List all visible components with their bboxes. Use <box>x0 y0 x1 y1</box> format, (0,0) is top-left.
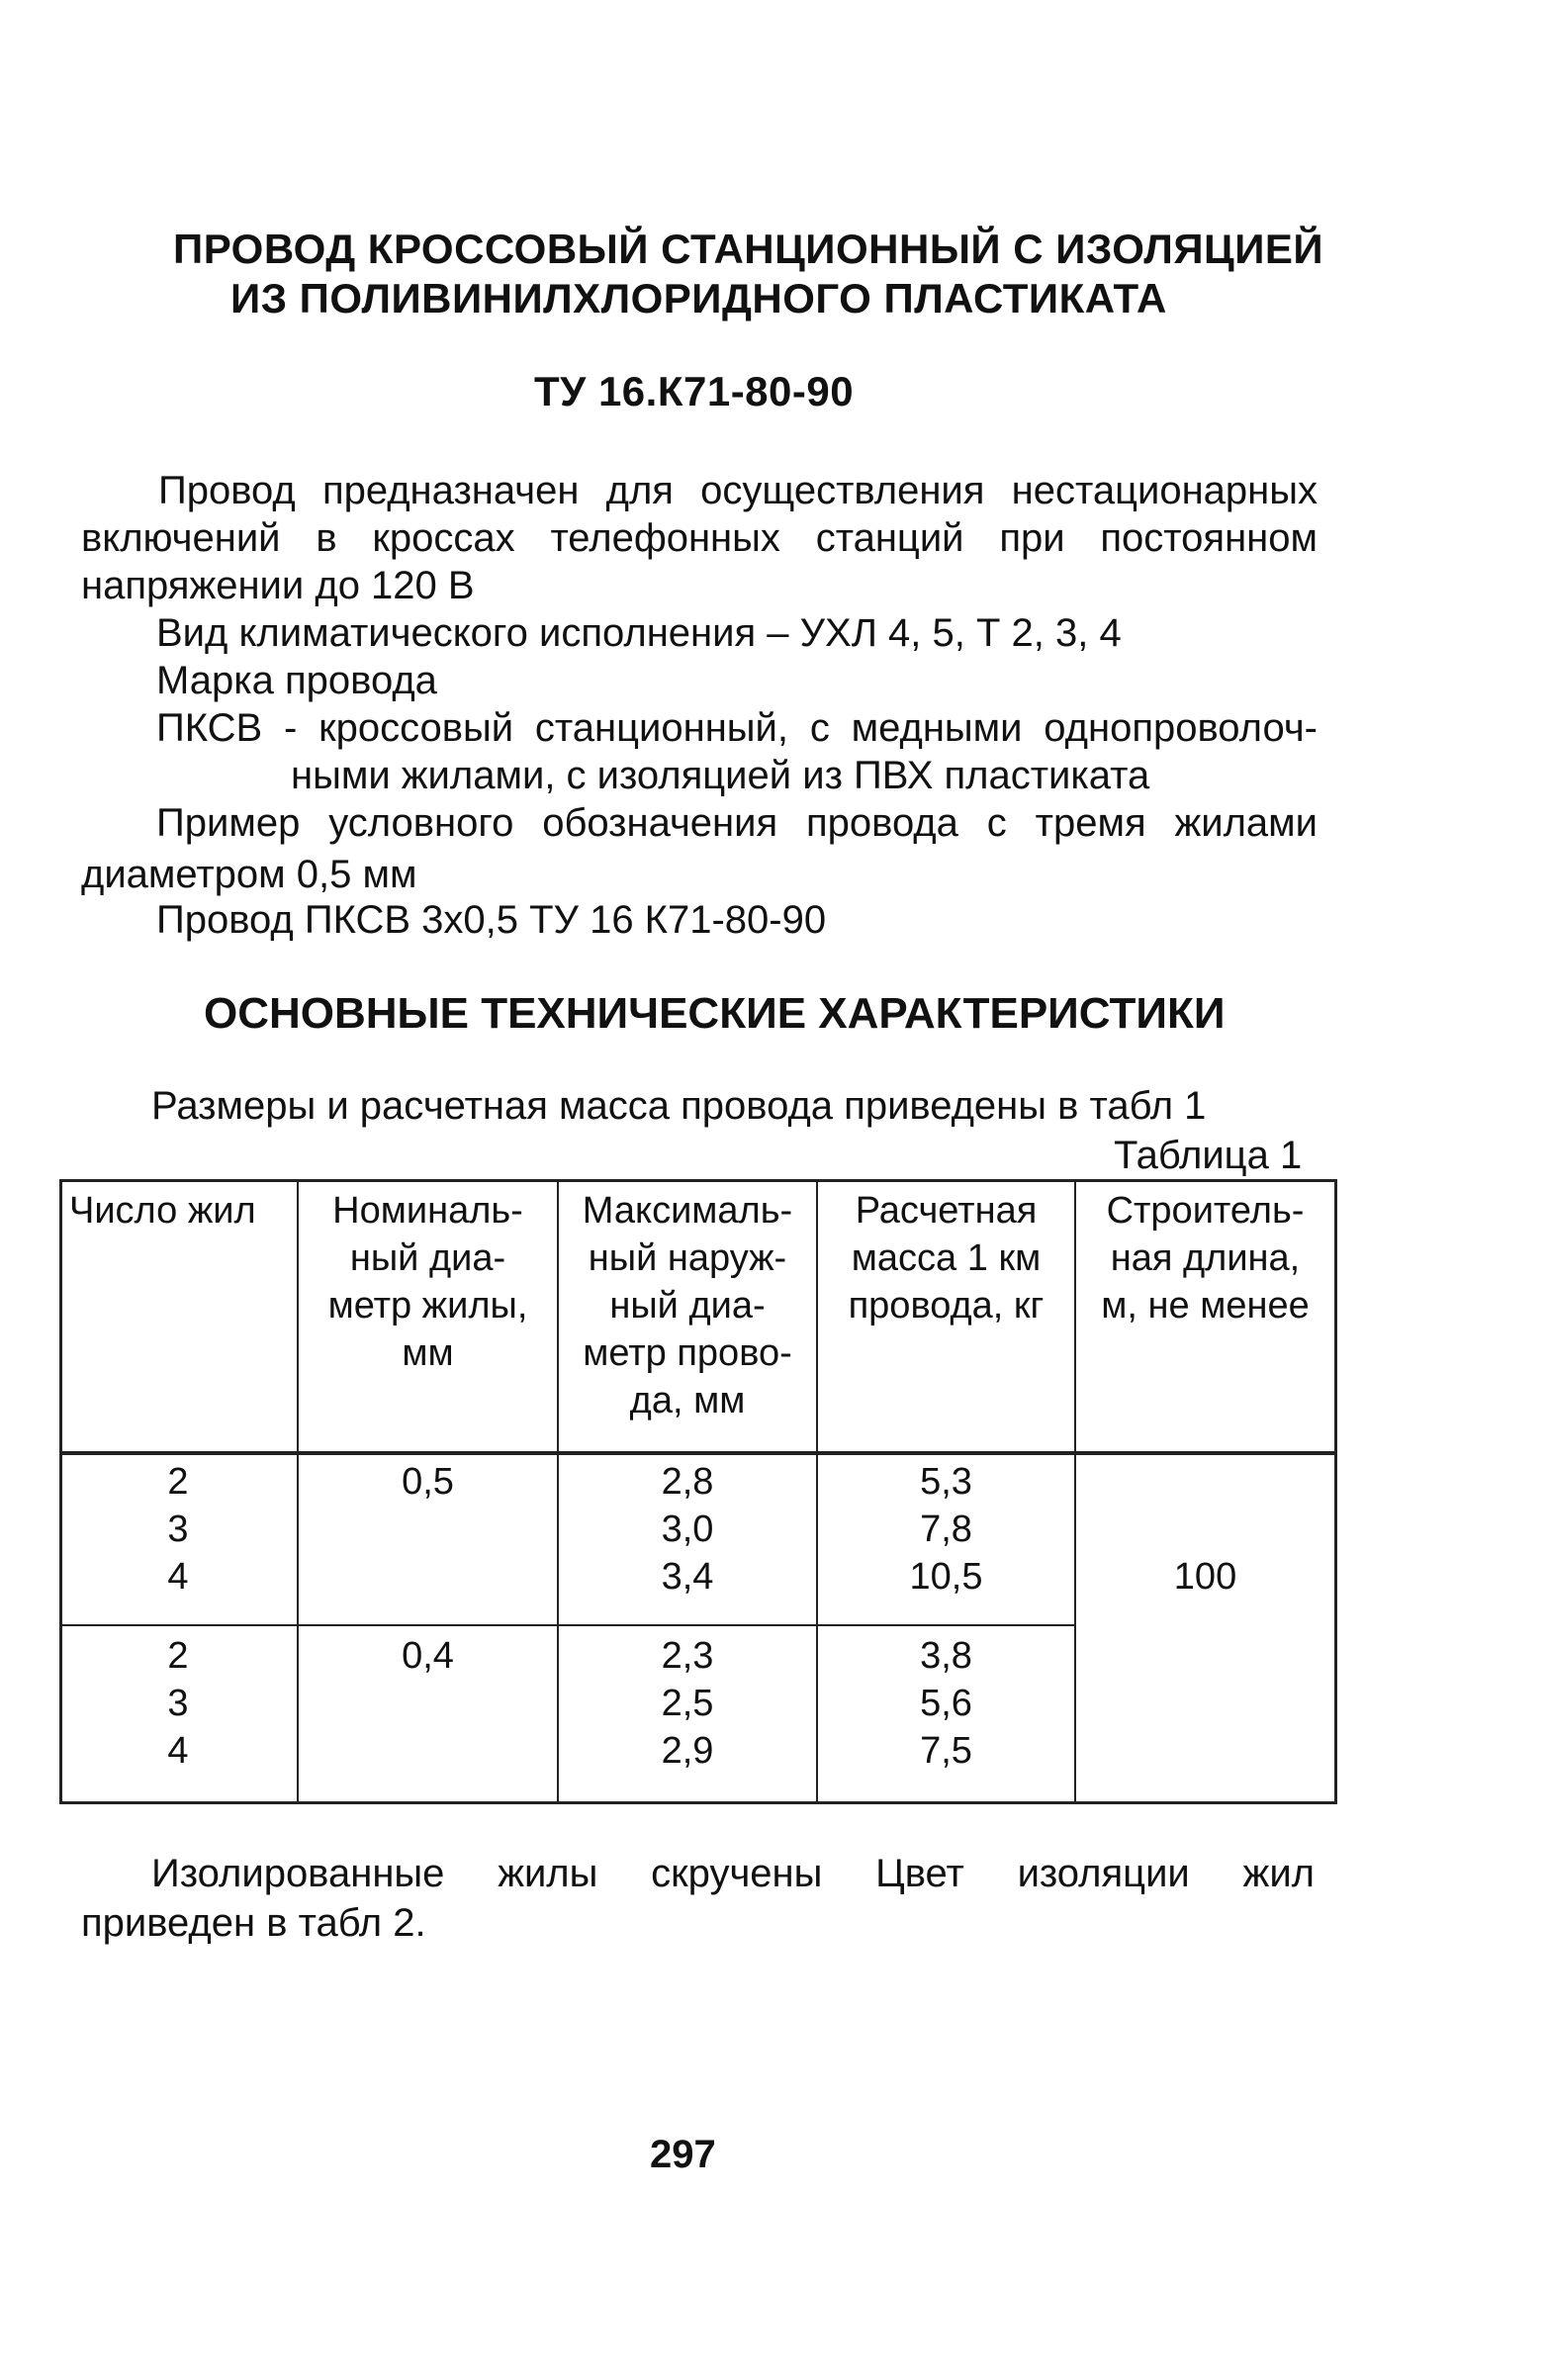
climate-line: Вид климатического исполнения – УХЛ 4, 5, Т 2, 3, 4 <box>156 611 1122 655</box>
group1-mass: 5,3 7,8 10,5 <box>909 1461 983 1598</box>
brand-line-2: ными жилами, с изоляцией из ПВХ пластиката <box>291 754 1150 797</box>
header-mass: Расчетная масса 1 км провода, кг <box>848 1190 1045 1327</box>
group2-cores: 2 3 4 <box>167 1635 189 1772</box>
table-border-bottom <box>59 1801 1337 1804</box>
brand-line-1: ПКСВ - кроссовый станционный, с медными однопроволоч- <box>156 706 1318 750</box>
spec-number: ТУ 16.К71-80-90 <box>534 368 855 414</box>
brand-label: Марка провода <box>156 659 437 702</box>
example-line-3: Провод ПКСВ 3х0,5 ТУ 16 К71-80-90 <box>156 898 827 942</box>
header-length: Строитель- ная длина, м, не менее <box>1101 1190 1310 1327</box>
group1-cores: 2 3 4 <box>167 1461 189 1598</box>
example-line-2: диаметром 0,5 мм <box>81 853 417 896</box>
intro-line-2: включений в кроссах телефонных станций при постоянном <box>81 516 1318 560</box>
group2-max-diameter: 2,3 2,5 2,9 <box>661 1635 714 1772</box>
group1-nominal: 0,5 <box>402 1461 454 1503</box>
group1-max-diameter: 2,8 3,0 3,4 <box>661 1461 714 1598</box>
group2-mass: 3,8 5,6 7,5 <box>920 1635 972 1772</box>
table-intro: Размеры и расчетная масса провода приведены в табл 1 <box>151 1084 1207 1128</box>
data-table <box>59 1179 1337 1804</box>
header-max-diameter: Максималь- ный наруж- ный диа- метр прово- да, мм <box>582 1190 793 1421</box>
group2-nominal: 0,4 <box>402 1635 454 1677</box>
intro-line-3: напряжении до 120 В <box>81 564 475 607</box>
table-group-divider <box>59 1624 1076 1626</box>
title-line-1: ПРОВОД КРОССОВЫЙ СТАНЦИОННЫЙ С ИЗОЛЯЦИЕЙ <box>173 226 1324 272</box>
header-cores: Число жил <box>69 1190 256 1232</box>
page-number: 297 <box>650 2133 716 2176</box>
table-border-top <box>59 1179 1337 1182</box>
table-header-divider <box>59 1451 1337 1455</box>
section-title: ОСНОВНЫЕ ТЕХНИЧЕСКИЕ ХАРАКТЕРИСТИКИ <box>204 989 1226 1038</box>
title-line-2: ИЗ ПОЛИВИНИЛХЛОРИДНОГО ПЛАСТИКАТА <box>230 275 1167 321</box>
example-line-1: Пример условного обозначения провода с тремя жилами <box>156 801 1318 845</box>
intro-line-1: Провод предназначен для осуществления нестационарных <box>158 469 1318 512</box>
footer-line-2: приведен в табл 2. <box>81 1901 426 1945</box>
table-border-right <box>1334 1179 1337 1804</box>
footer-line-1: Изолированные жилы скручены Цвет изоляции жил <box>151 1852 1315 1895</box>
length-value: 100 <box>1173 1556 1237 1598</box>
header-nominal-diameter: Номиналь- ный диа- метр жилы, мм <box>327 1190 528 1374</box>
table-label: Таблица 1 <box>1114 1134 1303 1177</box>
